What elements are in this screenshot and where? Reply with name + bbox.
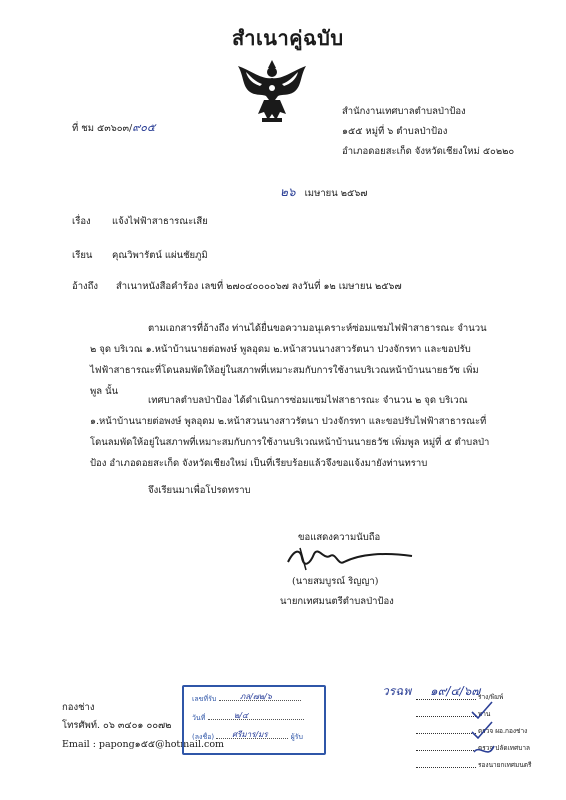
routing-check-marks: [468, 698, 498, 768]
subject-line: [72, 212, 208, 232]
stamp-row-3-label: (ลงชื่อ): [192, 733, 215, 741]
document-number-handwritten: ๙๐๕: [132, 121, 156, 134]
receiving-stamp: [182, 685, 326, 755]
subject-label: เรื่อง: [72, 216, 91, 227]
signature-mark-icon: [280, 540, 420, 574]
routing-line-draft: ร่าง/พิมพ์: [478, 693, 504, 701]
reference-label: อ้างถึง: [72, 281, 99, 292]
reference-line: [72, 277, 402, 297]
stamp-row-3-suffix: ผู้รับ: [290, 733, 303, 741]
document-number-prefix: ที่ ชม ๕๓๖๐๓/: [72, 123, 133, 134]
routing-line-deputy-clerk: ตรวจ ปลัดเทศบาล: [478, 744, 530, 752]
signature-closing: ขอแสดงความนับถือ: [298, 532, 381, 543]
stamp-row-2-label: วันที่: [192, 714, 206, 722]
document-date: [280, 183, 367, 202]
recipient-line: [72, 246, 208, 266]
stamp-row-1-label: เลขที่รับ: [192, 695, 217, 703]
footer-department: กองช่าง: [62, 702, 95, 713]
subject-text: แจ้งไฟฟ้าสาธารณะเสีย: [112, 216, 208, 227]
document-number: [72, 118, 155, 136]
date-day-handwritten: ๒๖: [280, 185, 296, 199]
footer-email: Email : papong๑๕๕@hotmail.com: [62, 739, 225, 750]
stamp-row-3-value: ศรีมาร/มร: [232, 730, 268, 739]
sender-address-line1: สำนักงานเทศบาลตำบลป่าป้อง: [342, 106, 466, 117]
routing-line-deputy-mayor: รองนายกเทศมนตรี: [478, 761, 532, 769]
garuda-emblem-icon: [232, 56, 312, 128]
sender-address-line2: ๑๕๕ หมู่ที่ ๖ ตำบลป่าป้อง: [342, 126, 448, 137]
signer-name: (นายสมบูรณ์ ริญญา): [292, 576, 379, 587]
stamp-row-1-value: ภล/๗๒/๖: [240, 692, 272, 701]
stamp-row-2-value: ๒/๔: [234, 711, 249, 720]
routing-line-review: ทาน: [478, 710, 491, 718]
document-title: สำเนาคู่ฉบับ: [232, 26, 344, 50]
routing-line-director: ตรวจ ผอ.กองช่าง: [478, 727, 528, 735]
date-month-year: เมษายน ๒๕๖๗: [304, 188, 368, 199]
routing-handwritten-initials: วรฉพ: [382, 684, 412, 698]
body-paragraph-2: [90, 390, 490, 474]
body-paragraph-2-text: เทศบาลตำบลป่าป้อง ได้ดำเนินการซ่อมแซมไฟสาธารณะ จำนวน ๒ จุด บริเวณ ๑.หน้าบ้านนายต่อพงษ์ พูลอุดม ๒.หน้าสวนนางสาวรัตนา ปวงจักรทา และขอปรับไฟฟ้าสาธารณะที่โดนลมพัดให้อยู่ในสภาพที่เหมาะสมกับการใช้งานบริเวณหน้าบ้านนายธวัช เพิ่มพูล หมู่ที่ ๕ ตำบลป่าป้อง อำเภอดอยสะเก็ด จังหวัดเชียงใหม่ เป็นที่เรียบร้อยแล้วจึงขอแจ้งมายังท่านทราบ: [90, 395, 490, 469]
body-paragraph-1-text: ตามเอกสารที่อ้างถึง ท่านได้ยื่นขอความอนุเคราะห์ซ่อมแซมไฟฟ้าสาธารณะ จำนวน ๒ จุด บริเวณ ๑.หน้าบ้านนายต่อพงษ์ พูลอุดม ๒.หน้าสวนนางสาวรัตนา ปวงจักรทา และขอปรับไฟฟ้าสาธารณะที่โดนลมพัดให้อยู่ในสภาพที่เหมาะสมกับการใช้งานบริเวณหน้าบ้านนายธวัช เพิ่มพูล นั้น: [90, 323, 487, 397]
signer-position: นายกเทศมนตรีตำบลป่าป้อง: [280, 596, 394, 607]
recipient-text: คุณวิพารัตน์ แผ่นชัยภูมิ: [112, 250, 208, 261]
routing-handwritten-date: ๑๙/๔/๖๗: [430, 684, 481, 698]
reference-text: สำเนาหนังสือคำร้อง เลขที่ ๒๗๐๔๐๐๐๐๖๗ ลงวันที่ ๑๒ เมษายน ๒๕๖๗: [116, 281, 402, 292]
sender-address-line3: อำเภอดอยสะเก็ด จังหวัดเชียงใหม่ ๕๐๒๒๐: [342, 146, 515, 157]
footer-phone: โทรศัพท์. ๐๖ ๓๔๐๑ ๐๐๗๒: [62, 720, 172, 731]
recipient-label: เรียน: [72, 250, 93, 261]
body-paragraph-3: จึงเรียนมาเพื่อโปรดทราบ: [148, 485, 251, 496]
